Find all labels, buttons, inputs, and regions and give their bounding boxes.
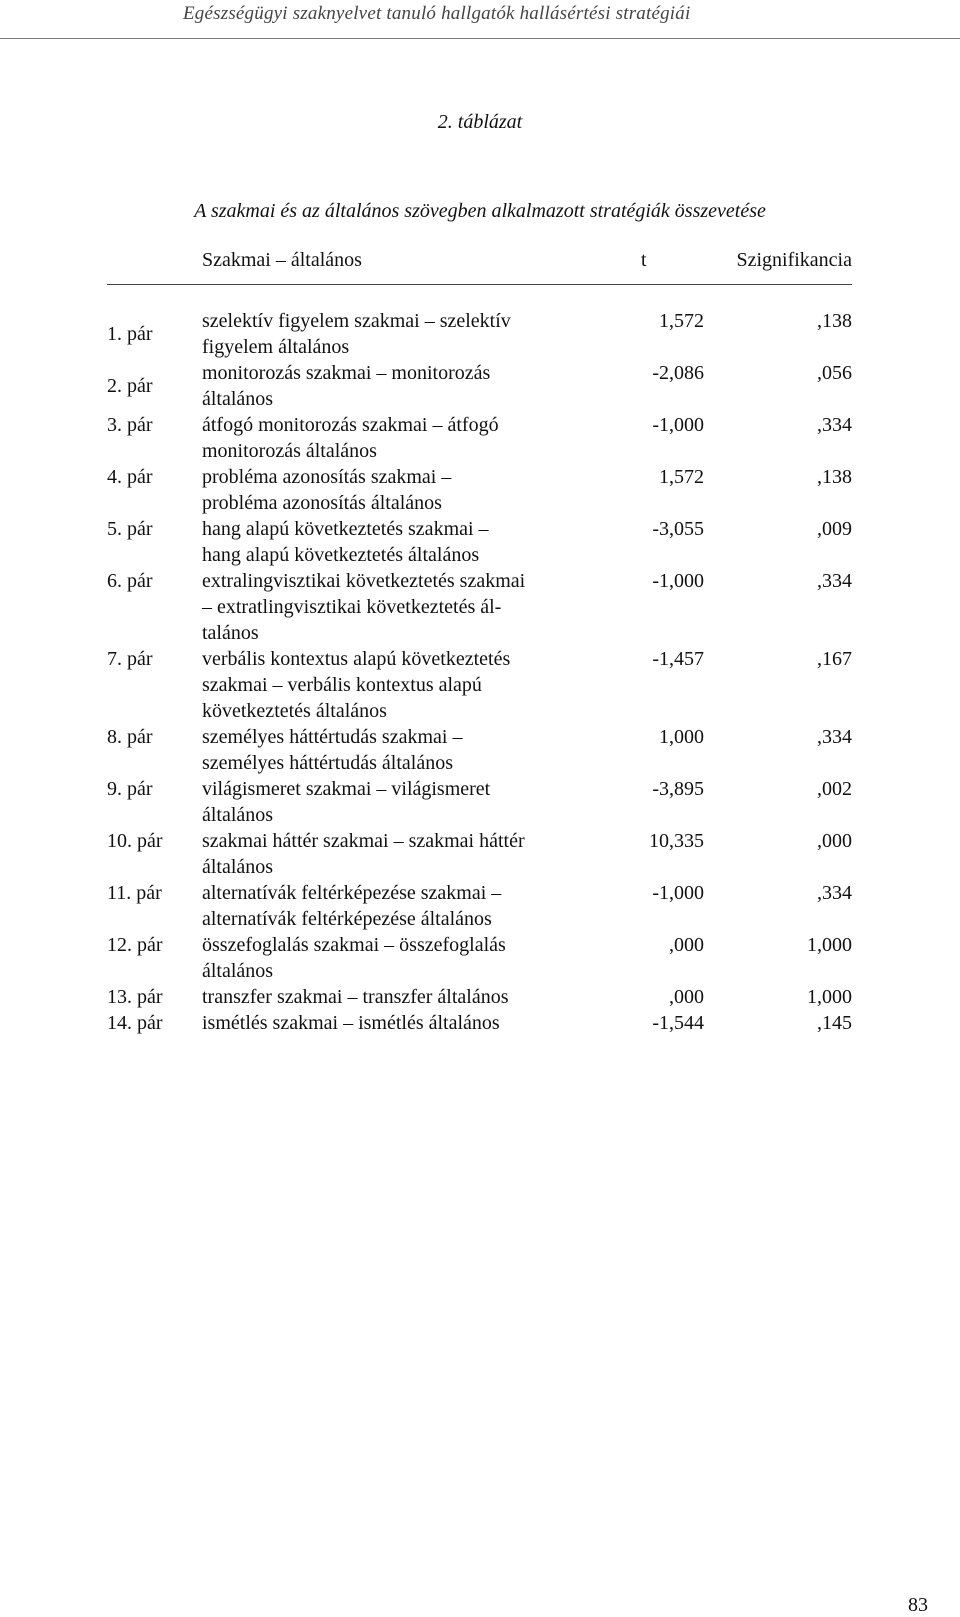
strategy-description: átfogó monitorozás szakmai – átfogó monitorozás általános [202,414,499,462]
table-row [107,516,852,568]
table-header [107,244,852,285]
t-value: -3,055 [652,518,704,540]
strategy-description: hang alapú következtetés szakmai – hang alapú következtetés általános [202,518,489,566]
table-row [107,880,852,932]
significance-value: ,056 [817,362,852,384]
t-value: 1,000 [659,726,704,748]
column-header-significance: Szignifikancia [736,249,852,271]
table-row [107,776,852,828]
table-row [107,828,852,880]
strategy-description: probléma azonosítás szakmai – probléma azonosítás általános [202,466,452,514]
t-value: -1,000 [652,570,704,592]
pair-label: 13. pár [107,986,163,1008]
comparison-table [107,244,852,1036]
significance-value: ,334 [817,570,852,592]
table-row [107,412,852,464]
column-header-t: t [641,249,647,271]
strategy-description: összefoglalás szakmai – összefoglalás általános [202,934,506,982]
pair-label: 6. pár [107,570,153,592]
t-value: 10,335 [649,830,704,852]
t-value: -1,544 [652,1012,704,1034]
strategy-description: monitorozás szakmai – monitorozás általános [202,362,491,410]
table-row [107,360,852,412]
t-value: 1,572 [659,310,704,332]
significance-value: ,334 [817,882,852,904]
significance-value: ,167 [817,648,852,670]
pair-label: 4. pár [107,466,153,488]
t-value: ,000 [669,986,704,1008]
pair-label: 2. pár [107,375,153,397]
strategy-description: ismétlés szakmai – ismétlés általános [202,1012,500,1034]
significance-value: ,138 [817,466,852,488]
pair-label: 12. pár [107,934,163,956]
t-value: ,000 [669,934,704,956]
strategy-description: extralingvisztikai következtetés szakmai – extratlingvisztikai következtetés ál- talános [202,570,526,644]
significance-value: 1,000 [807,986,852,1008]
table-row [107,464,852,516]
strategy-description: verbális kontextus alapú következtetés szakmai – verbális kontextus alapú következtetés általános [202,648,511,722]
table-body [107,285,852,1036]
pair-label: 5. pár [107,518,153,540]
pair-label: 7. pár [107,648,153,670]
pair-label: 8. pár [107,726,153,748]
pair-label: 1. pár [107,323,153,345]
pair-label: 11. pár [107,882,162,904]
table-row [107,724,852,776]
table-number: 2. táblázat [437,111,523,133]
strategy-description: alternatívák feltérképezése szakmai – alternatívák feltérképezése általános [202,882,502,930]
significance-value: ,334 [817,726,852,748]
t-value: -3,895 [652,778,704,800]
table-title: A szakmai és az általános szövegben alkalmazott stratégiák összevetése [194,200,766,222]
strategy-description: transzfer szakmai – transzfer általános [202,986,509,1008]
t-value: 1,572 [659,466,704,488]
t-value: -2,086 [652,362,704,384]
significance-value: ,138 [817,310,852,332]
table-row [107,1010,852,1036]
table-row [107,646,852,724]
t-value: -1,000 [652,882,704,904]
strategy-description: szakmai háttér szakmai – szakmai háttér általános [202,830,525,878]
page-number: 83 [908,1594,928,1616]
table-row [107,568,852,646]
significance-value: ,334 [817,414,852,436]
strategy-description: világismeret szakmai – világismeret általános [202,778,491,826]
running-head [0,0,960,39]
pair-label: 3. pár [107,414,153,436]
significance-value: ,000 [817,830,852,852]
t-value: -1,000 [652,414,704,436]
pair-label: 14. pár [107,1012,163,1034]
table-row [107,984,852,1010]
strategy-description: személyes háttértudás szakmai – személyes háttértudás általános [202,726,463,774]
pair-label: 9. pár [107,778,153,800]
table-row [107,308,852,360]
strategy-description: szelektív figyelem szakmai – szelektív figyelem általános [202,310,511,358]
table-row [107,932,852,984]
column-header-comparison: Szakmai – általános [202,249,362,271]
pair-label: 10. pár [107,830,163,852]
t-value: -1,457 [652,648,704,670]
running-head-text: Egészségügyi szaknyelvet tanuló hallgatók hallásértési stratégiái [183,3,691,24]
significance-value: 1,000 [807,934,852,956]
significance-value: ,002 [817,778,852,800]
significance-value: ,145 [817,1012,852,1034]
significance-value: ,009 [817,518,852,540]
